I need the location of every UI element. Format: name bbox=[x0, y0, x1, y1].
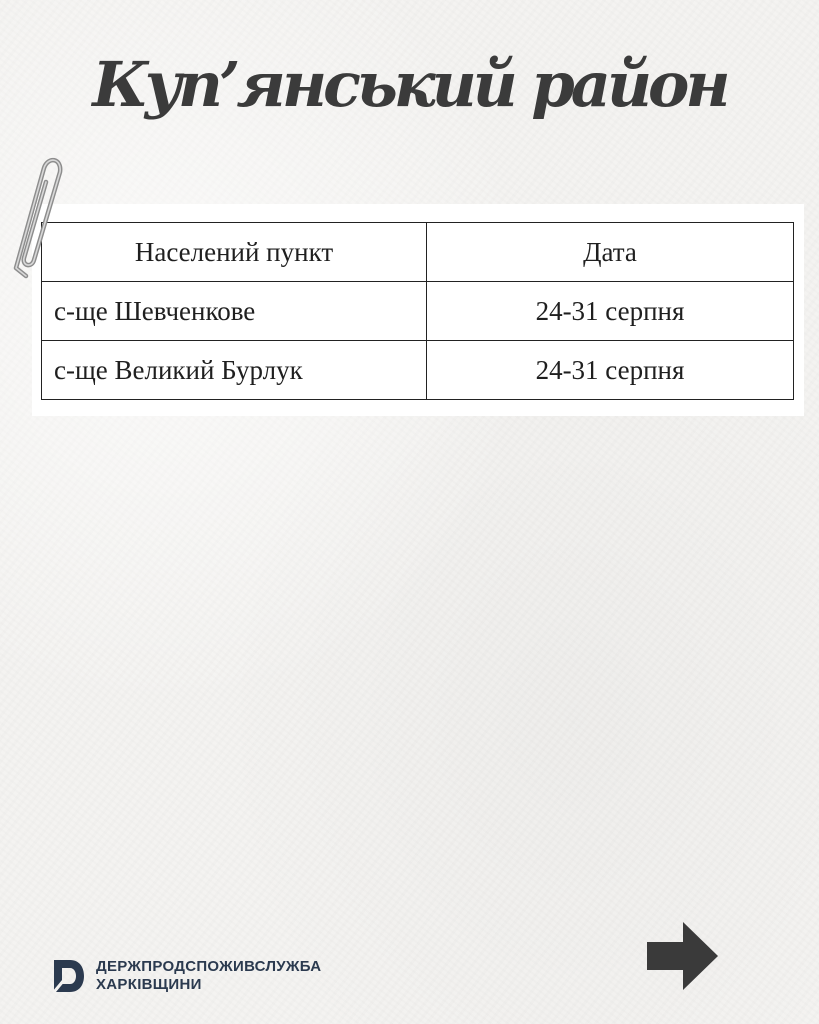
row-place: с-ще Шевченкове bbox=[42, 282, 427, 341]
org-name-line1: ДЕРЖПРОДСПОЖИВСЛУЖБА bbox=[96, 958, 322, 975]
row-date: 24-31 серпня bbox=[427, 282, 794, 341]
table-row bbox=[42, 282, 794, 341]
table-row bbox=[42, 341, 794, 400]
table-card bbox=[32, 204, 804, 416]
row-date: 24-31 серпня bbox=[427, 341, 794, 400]
org-name-line2: ХАРКІВЩИНИ bbox=[96, 976, 202, 993]
row-place: с-ще Великий Бурлук bbox=[42, 341, 427, 400]
table-header-row bbox=[42, 223, 794, 282]
logo-icon bbox=[52, 958, 86, 994]
paperclip-icon bbox=[4, 148, 68, 284]
header-settlement: Населений пункт bbox=[42, 223, 427, 282]
page-title: Куп’янський район bbox=[92, 48, 727, 121]
organization-logo bbox=[52, 958, 321, 994]
arrow-right-icon[interactable] bbox=[645, 920, 720, 992]
header-date: Дата bbox=[427, 223, 794, 282]
schedule-table bbox=[41, 222, 794, 400]
